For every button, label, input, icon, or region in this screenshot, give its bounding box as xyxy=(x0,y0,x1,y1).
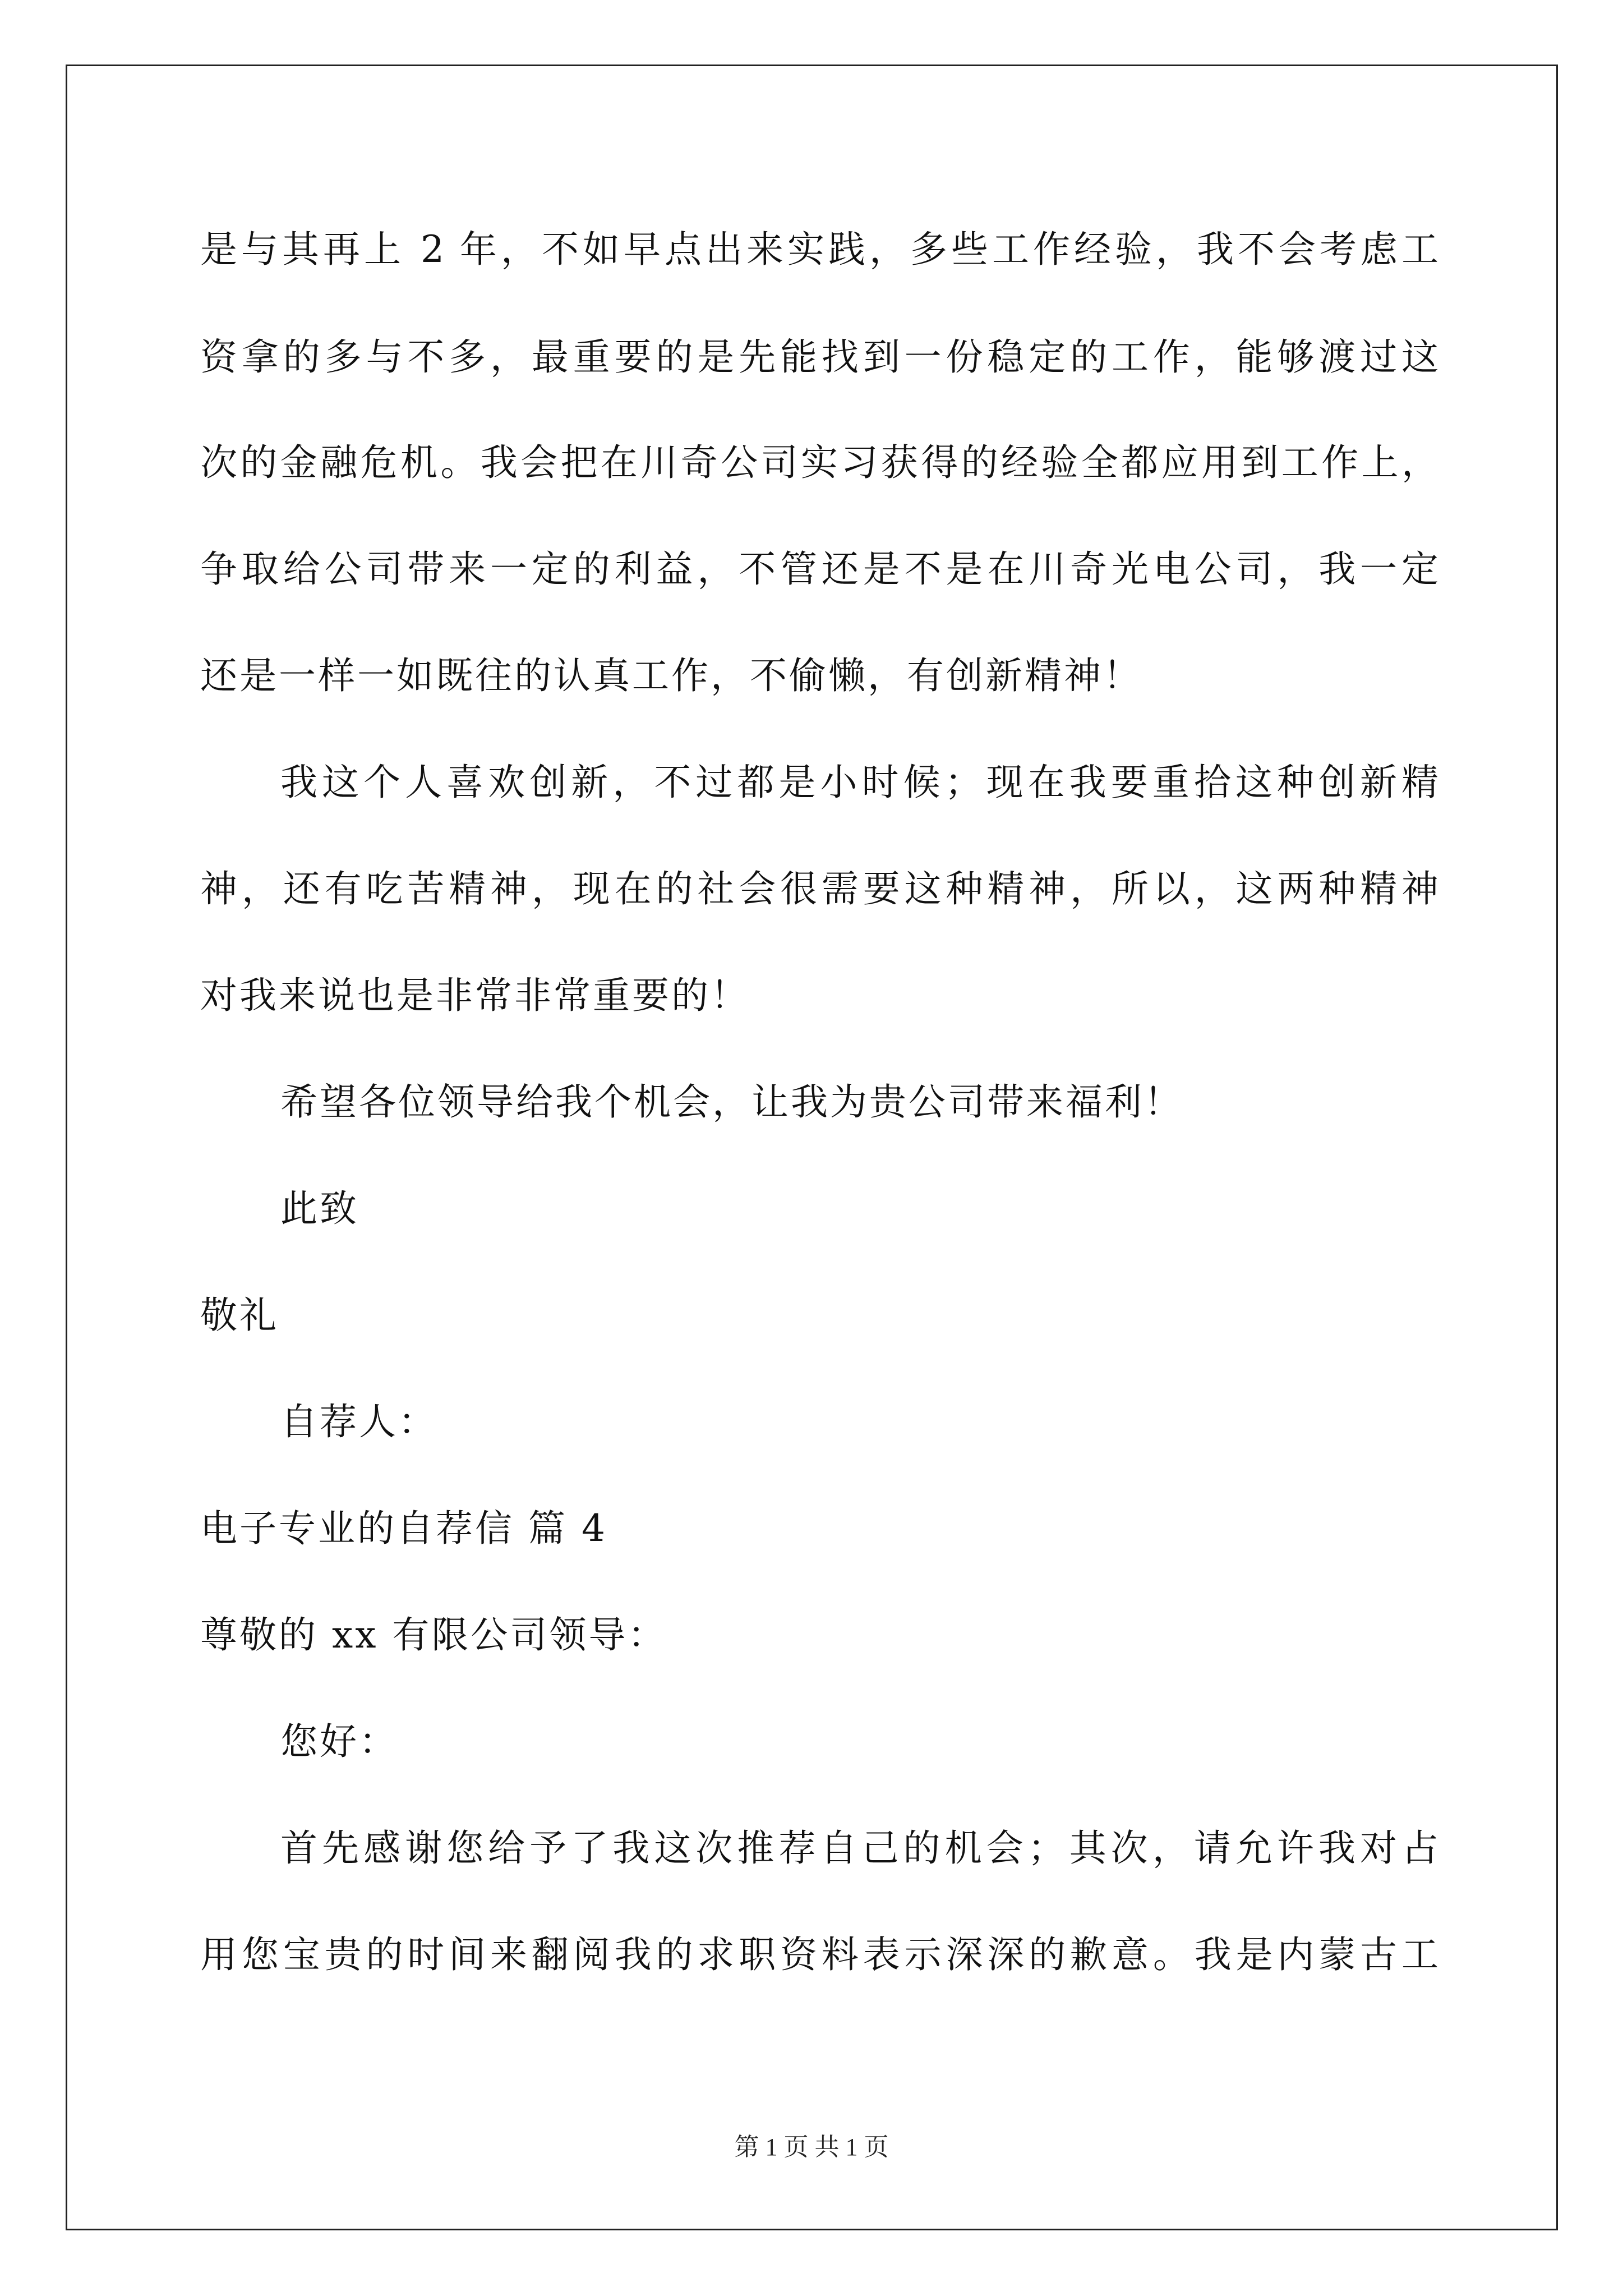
signature-label: 自荐人： xyxy=(280,1400,437,1443)
salutation: 尊敬的 xx 有限公司领导： xyxy=(200,1613,667,1657)
body-line-3: 次的金融危机。我会把在川奇公司实习获得的经验全都应用到工作上， xyxy=(200,441,1438,484)
body-line-4: 争取给公司带来一定的利益，不管还是不是在川奇光电公司，我一定 xyxy=(200,547,1438,591)
closing-jingli: 敬礼 xyxy=(200,1294,279,1337)
paragraph-4-line-1: 首先感谢您给予了我这次推荐自己的机会；其次，请允许我对占 xyxy=(280,1826,1438,1870)
body-line-2: 资拿的多与不多，最重要的是先能找到一份稳定的工作，能够渡过这 xyxy=(200,335,1438,379)
paragraph-4-line-2: 用您宝贵的时间来翻阅我的求职资料表示深深的歉意。我是内蒙古工 xyxy=(200,1933,1438,1976)
closing-cizhi: 此致 xyxy=(280,1187,359,1230)
paragraph-2-line-2: 神，还有吃苦精神，现在的社会很需要这种精神，所以，这两种精神 xyxy=(200,867,1438,910)
section-title: 电子专业的自荐信 篇 4 xyxy=(200,1507,607,1550)
body-line-5: 还是一样一如既往的认真工作，不偷懒，有创新精神！ xyxy=(200,654,1142,697)
greeting: 您好： xyxy=(280,1720,398,1763)
paragraph-2-line-3: 对我来说也是非常非常重要的！ xyxy=(200,974,750,1017)
paragraph-2-line-1: 我这个人喜欢创新，不过都是小时候；现在我要重拾这种创新精 xyxy=(280,761,1438,804)
body-line-1: 是与其再上 2 年，不如早点出来实践，多些工作经验，我不会考虑工 xyxy=(200,228,1438,271)
page-footer: 第 1 页 共 1 页 xyxy=(734,2133,889,2161)
page-border xyxy=(66,65,1558,2230)
paragraph-3: 希望各位领导给我个机会，让我为贵公司带来福利！ xyxy=(280,1080,1183,1124)
